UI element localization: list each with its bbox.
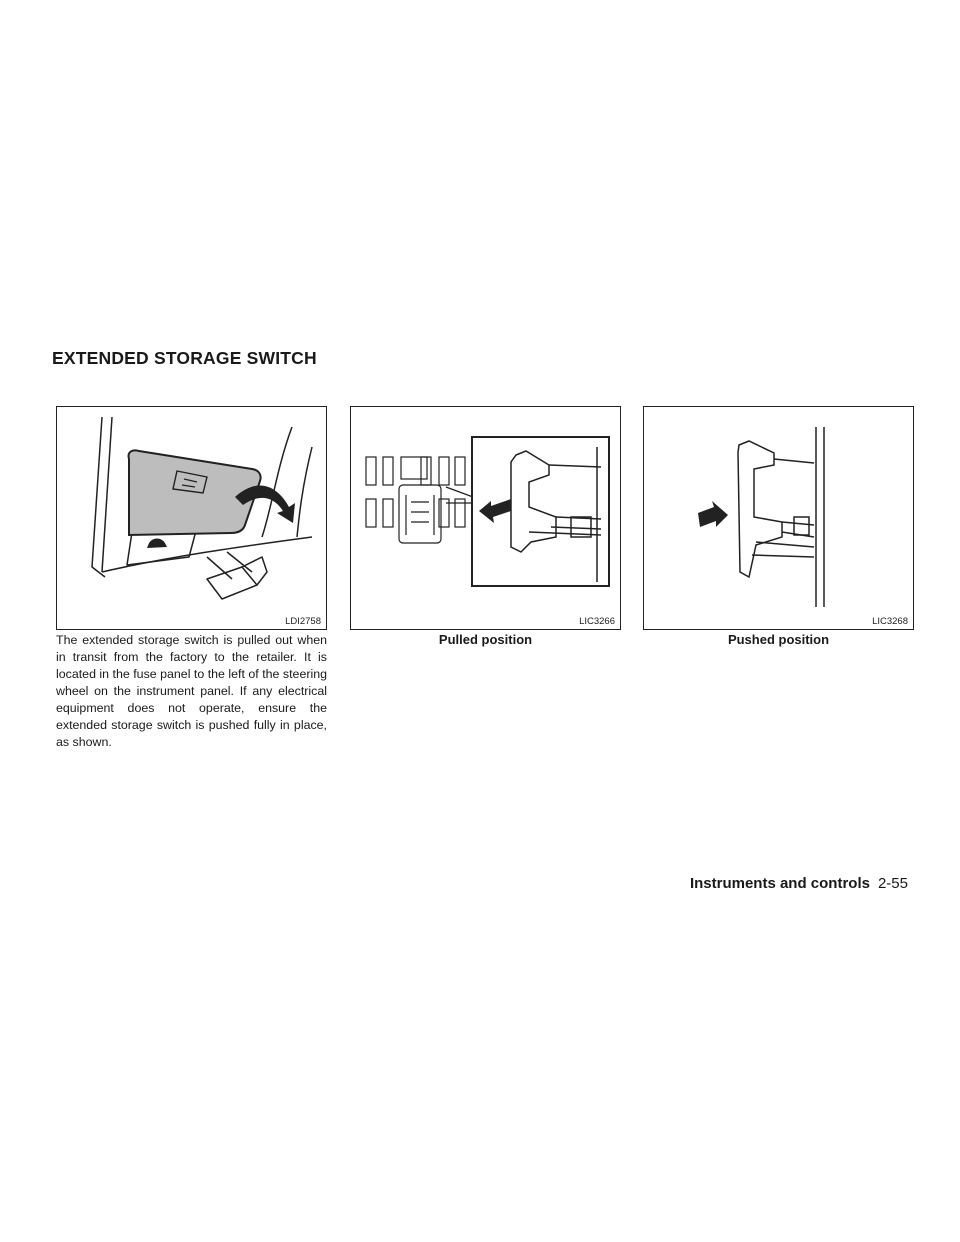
figure-code: LIC3268 [872,616,908,627]
pulled-switch-illustration [351,407,620,629]
figure-pulled-position [350,406,621,630]
figure-code: LDI2758 [285,616,321,627]
caption-pushed-position: Pushed position [727,632,830,647]
fuse-panel-illustration [57,407,326,629]
body-paragraph: The extended storage switch is pulled out when in transit from the factory to the retailer. It is located in the fuse panel to the left of the steering wheel on the instrument panel. If any electrical equipment does not operate, ensure the extended storage switch is pushed fully in place, as shown. [56,633,327,749]
push-arrow-icon [698,501,728,527]
section-title: EXTENDED STORAGE SWITCH [52,348,317,368]
page-footer [690,875,908,892]
hood-release-icon [147,539,167,549]
footer-section-name: Instruments and controls [689,875,870,892]
figure-code: LIC3266 [579,616,615,627]
figure-fuse-panel-location [56,406,327,630]
figure-pushed-position [643,406,914,630]
pushed-switch-illustration [644,407,913,629]
caption-pulled-position: Pulled position [438,632,533,647]
page-number: 2-55 [877,875,908,892]
